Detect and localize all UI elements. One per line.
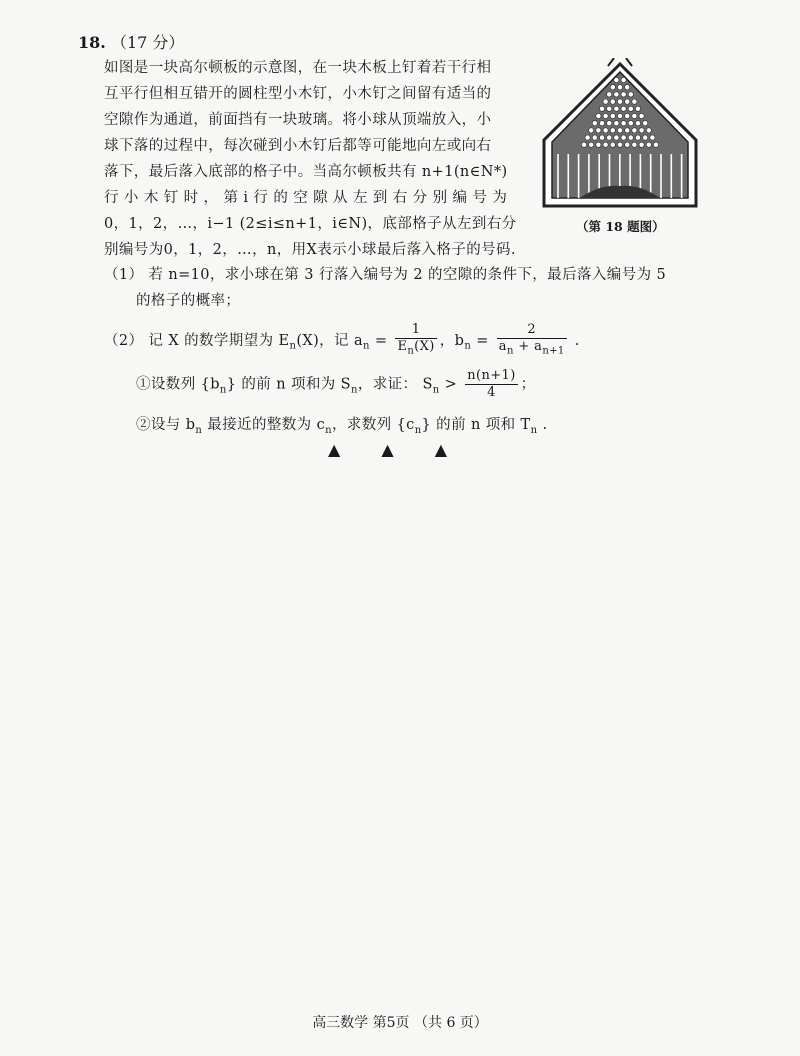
peg	[607, 106, 612, 111]
sub-n: n	[363, 340, 370, 352]
peg	[639, 128, 644, 133]
sn-bound-fraction: $\frac{n(n+1)}{4}$	[467, 368, 516, 400]
peg	[635, 135, 640, 140]
peg	[632, 99, 637, 104]
peg	[635, 106, 640, 111]
peg	[599, 121, 604, 126]
peg	[621, 77, 626, 82]
peg	[625, 128, 630, 133]
peg	[592, 121, 597, 126]
peg	[639, 113, 644, 118]
peg	[621, 106, 626, 111]
peg	[628, 121, 633, 126]
peg	[617, 99, 622, 104]
peg	[603, 99, 608, 104]
intro-line: 球下落的过程中，每次碰到小木钉后都等可能地向左或向右	[104, 138, 492, 154]
peg	[617, 85, 622, 90]
figure-caption: （第 18 题图）	[576, 219, 665, 234]
peg	[607, 92, 612, 97]
peg	[646, 128, 651, 133]
bn-prefix: ，b	[439, 332, 465, 349]
page-footer: 高三数学 第5页 （共 6 页）	[312, 1015, 488, 1031]
peg	[621, 121, 626, 126]
peg	[592, 135, 597, 140]
peg	[625, 113, 630, 118]
peg	[607, 135, 612, 140]
an-fraction	[395, 322, 436, 360]
peg	[625, 99, 630, 104]
part2-lead-tail: (X)，记 a	[296, 332, 364, 349]
part1-line1: （1） 若 n=10，求小球在第 3 行落入编号为 2 的空隙的条件下，最后落入编号为 5	[104, 267, 667, 283]
peg	[639, 142, 644, 147]
peg	[653, 142, 658, 147]
peg	[621, 92, 626, 97]
peg	[585, 135, 590, 140]
peg	[617, 113, 622, 118]
question-points: （17 分）	[110, 33, 185, 52]
peg	[614, 106, 619, 111]
peg	[625, 142, 630, 147]
peg	[646, 142, 651, 147]
intro-line: 行 小 木 钉 时 ， 第 i 行 的 空 隙 从 左 到 右 分 别 编 号 为	[104, 190, 508, 206]
question-intro	[104, 55, 530, 263]
peg	[614, 92, 619, 97]
peg	[603, 142, 608, 147]
peg	[589, 128, 594, 133]
peg	[603, 113, 608, 118]
peg	[614, 77, 619, 82]
an-denominator: $E_n(X)$	[395, 338, 436, 360]
peg	[610, 113, 615, 118]
peg	[599, 106, 604, 111]
peg	[617, 128, 622, 133]
part2-lead: （2） 记 X 的数学期望为 E	[104, 332, 290, 349]
peg	[621, 135, 626, 140]
peg	[581, 142, 586, 147]
sub-n: n	[289, 340, 297, 352]
peg	[650, 135, 655, 140]
peg	[596, 113, 601, 118]
peg	[596, 142, 601, 147]
part1-line2: 的格子的概率；	[136, 293, 241, 309]
question-header	[78, 30, 184, 53]
peg	[632, 128, 637, 133]
an-numerator: 1	[411, 322, 421, 337]
intro-line: 别编号为0，1，2，…，n，用X表示小球最后落入格子的号码.	[104, 242, 516, 258]
peg	[596, 128, 601, 133]
question-number: 18.	[78, 33, 106, 52]
part2-item2: ②设与 $b_n$ 最接近的整数为 $c_n$，求数列 $\{c_n\}$ 的前 n 项和 $T_n$ .	[136, 417, 548, 436]
galton-board-figure	[540, 58, 700, 208]
peg	[625, 85, 630, 90]
bn-numerator: 2	[527, 322, 537, 337]
peg	[610, 142, 615, 147]
peg	[617, 142, 622, 147]
peg	[632, 142, 637, 147]
peg	[643, 135, 648, 140]
peg	[628, 106, 633, 111]
peg	[589, 142, 594, 147]
peg	[603, 128, 608, 133]
intro-line: 如图是一块高尔顿板的示意图，在一块木板上钉着若干行相	[104, 60, 492, 76]
peg	[610, 128, 615, 133]
peg	[614, 121, 619, 126]
peg	[610, 85, 615, 90]
part2-statement: （2） 记 X 的数学期望为 $E_n(X)$，记 $a_n$ = $\frac{1}{E_n(X)}$ ，$b_n$ = $\frac{2}{a_n + a_{n+1}}$ .	[104, 322, 580, 360]
intro-line: 互平行但相互错开的圆柱型小木钉，小木钉之间留有适当的	[104, 86, 492, 102]
intro-line: 0，1，2，…，i−1 (2≤i≤n+1，i∈N)，底部格子从左到右分	[104, 216, 517, 232]
intro-line: 空隙作为通道，前面挡有一块玻璃。将小球从顶端放入，小	[104, 112, 492, 128]
peg	[628, 135, 633, 140]
peg	[635, 121, 640, 126]
peg	[614, 135, 619, 140]
peg	[610, 99, 615, 104]
peg	[632, 113, 637, 118]
peg	[599, 135, 604, 140]
peg	[607, 121, 612, 126]
peg	[628, 92, 633, 97]
bn-fraction	[497, 322, 567, 360]
intro-line: 落下，最后落入底部的格子中。当高尔顿板共有 n+1(n∈N*)	[104, 164, 508, 180]
end-marks: ▲ ▲ ▲	[328, 440, 448, 459]
peg	[643, 121, 648, 126]
part2-item1: ①设数列 $\{b_n\}$ 的前 n 项和为 $S_n$，求证： $S_n$ > $\frac{n(n+1)}{4}$ ；	[136, 368, 536, 400]
bn-denominator: $a_n + a_{n+1}$	[497, 338, 567, 360]
